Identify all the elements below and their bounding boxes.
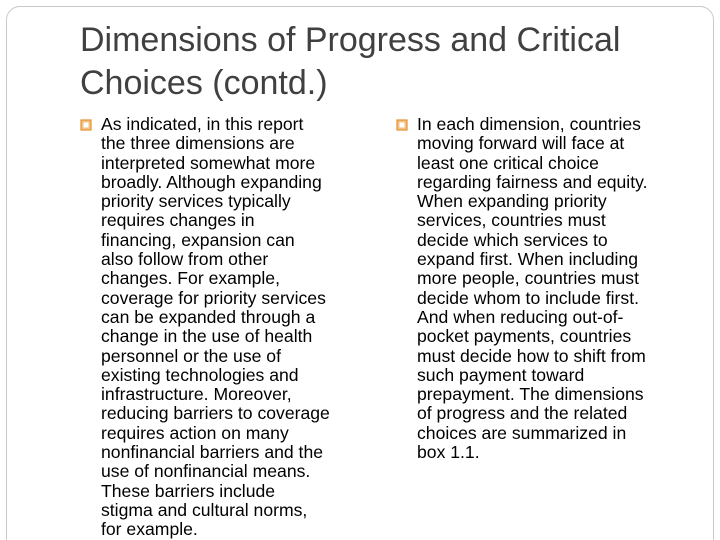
bullet-line: interpreted somewhat more (101, 152, 316, 173)
right-column (396, 115, 696, 462)
bullet-line: existing technologies and (101, 364, 299, 385)
bullet-line: moving forward will face at (417, 133, 625, 154)
bullet-line: prepayment. The dimensions (417, 384, 644, 405)
bullet-line: When expanding priority (417, 191, 607, 212)
bullet-line: financing, expansion can (101, 229, 295, 250)
bullet-line: the three dimensions are (101, 133, 295, 154)
bullet-line: box 1.1. (417, 442, 480, 463)
bullet-line: These barriers include (101, 480, 276, 501)
bullet-line: choices are summarized in (417, 422, 627, 443)
bullet-item-right (396, 115, 696, 462)
bullet-line: requires changes in (101, 210, 255, 231)
bullet-line: also follow from other (101, 249, 269, 270)
bullet-text-left (101, 115, 370, 540)
left-column (80, 115, 370, 540)
bullet-line: stigma and cultural norms, (101, 499, 308, 520)
bullet-line: decide whom to include first. (417, 287, 639, 308)
bullet-line: And when reducing out-of- (417, 306, 624, 327)
bullet-line: pocket payments, countries (417, 326, 632, 347)
bullet-line: for example. (101, 519, 198, 540)
bullet-line: nonfinancial barriers and the (101, 442, 324, 463)
bullet-line: coverage for priority services (101, 287, 326, 308)
bullet-line: personnel or the use of (101, 345, 281, 366)
slide-title: Dimensions of Progress and Critical Choices (contd.) (80, 21, 621, 102)
bullet-line: of progress and the related (417, 403, 628, 424)
bullet-line: least one critical choice (417, 152, 599, 173)
bullet-line: such payment toward (417, 364, 585, 385)
bullet-text-right (417, 115, 696, 462)
bullet-line: requires action on many (101, 422, 289, 443)
bullet-line: decide which services to (417, 229, 608, 250)
bullet-line: must decide how to shift from (417, 345, 646, 366)
bullet-line: changes. For example, (101, 268, 280, 289)
bullet-line: infrastructure. Moreover, (101, 384, 292, 405)
bullet-line: reducing barriers to coverage (101, 403, 330, 424)
hollow-square-bullet-icon (396, 119, 408, 131)
bullet-line: In each dimension, countries (417, 114, 641, 134)
bullet-line: As indicated, in this report (101, 114, 304, 134)
bullet-line: broadly. Although expanding (101, 171, 322, 192)
bullet-line: more people, countries must (417, 268, 639, 289)
bullet-line: use of nonfinancial means. (101, 461, 311, 482)
bullet-item-left (80, 115, 370, 540)
bullet-line: services, countries must (417, 210, 606, 231)
bullet-line: regarding fairness and equity. (417, 171, 648, 192)
bullet-line: change in the use of health (101, 326, 313, 347)
hollow-square-bullet-icon (80, 119, 92, 131)
bullet-line: can be expanded through a (101, 306, 316, 327)
bullet-line: priority services typically (101, 191, 291, 212)
bullet-line: expand first. When including (417, 249, 639, 270)
